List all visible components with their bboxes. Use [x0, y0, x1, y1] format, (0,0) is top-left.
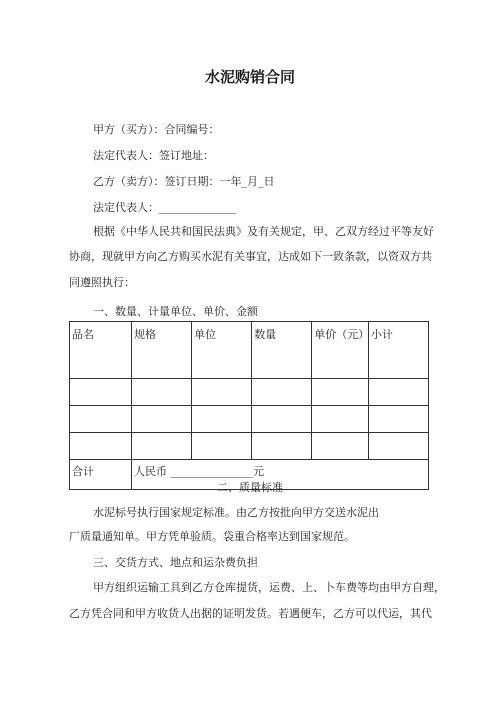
table-cell: [252, 433, 312, 460]
table-cell: [368, 379, 428, 406]
section-2-line-2: 厂质量通知单。甲方凭单验质。袋重合格率达到国家规范。: [69, 530, 355, 543]
header-cell-spec: 规格: [132, 322, 192, 379]
preamble-line-2: 协商，现就甲方向乙方购买水泥有关事宜，达成如下一致条款，以资双方共: [69, 250, 432, 263]
document-title: 水泥购销合同: [204, 68, 295, 86]
table-row: [70, 379, 429, 406]
table-header-row: [70, 322, 429, 379]
preamble-line-3: 同遵照执行：: [69, 276, 135, 289]
table-cell: [252, 406, 312, 433]
legal-rep-a-line: 法定代表人：签订地址：: [93, 149, 214, 162]
header-cell-subtotal: 小计: [368, 322, 428, 379]
table-row: [70, 433, 429, 460]
table-cell: [132, 379, 192, 406]
table-row: [70, 406, 429, 433]
table-cell: [70, 433, 132, 460]
header-cell-quantity: 数量: [252, 322, 312, 379]
table-cell: [70, 379, 132, 406]
preamble-line-1: 根据《中华人民共和国民法典》及有关规定，甲、乙双方经过平等友好: [93, 225, 434, 238]
table-cell: [192, 379, 252, 406]
table-cell: [192, 406, 252, 433]
party-a-line: 甲方（买方）：合同编号：: [93, 123, 220, 136]
section-2-heading: 二、质量标准: [217, 481, 283, 494]
legal-rep-b-line: 法定代表人：______________: [93, 201, 236, 214]
total-label-cell: 合计: [70, 460, 132, 490]
table-cell: [70, 406, 132, 433]
total-value-cell: 人民币 _______________元: [132, 460, 429, 490]
section-3-heading: 三、交货方式、地点和运杂费负担: [93, 556, 258, 569]
section-2-line-1: 水泥标号执行国家规定标准。由乙方按批向甲方交送水泥出: [93, 506, 379, 519]
section-3-line-1: 甲方组织运输工具到乙方仓库提货，运费、上、卜车费等均由甲方自理，: [93, 581, 445, 594]
table-cell: [132, 406, 192, 433]
header-cell-unit: 单位: [192, 322, 252, 379]
table-cell: [312, 379, 369, 406]
party-b-line: 乙方（卖方）：签订日期：一年_月_日: [93, 175, 275, 188]
section-3-line-2: 乙方凭合同和甲方收货人出据的证明发货。若遇便车，乙方可以代运，其代: [69, 607, 432, 620]
table-cell: [312, 406, 369, 433]
table-cell: [312, 433, 369, 460]
table-cell: [132, 433, 192, 460]
table-cell: [192, 433, 252, 460]
header-cell-price: 单价（元）: [312, 322, 369, 379]
items-table: [69, 321, 429, 490]
section-1-heading: 一、数量、计量单位、单价、金额: [93, 305, 258, 318]
table-cell: [368, 406, 428, 433]
table-cell: [368, 433, 428, 460]
table-cell: [252, 379, 312, 406]
header-cell-name: 品名: [70, 322, 132, 379]
